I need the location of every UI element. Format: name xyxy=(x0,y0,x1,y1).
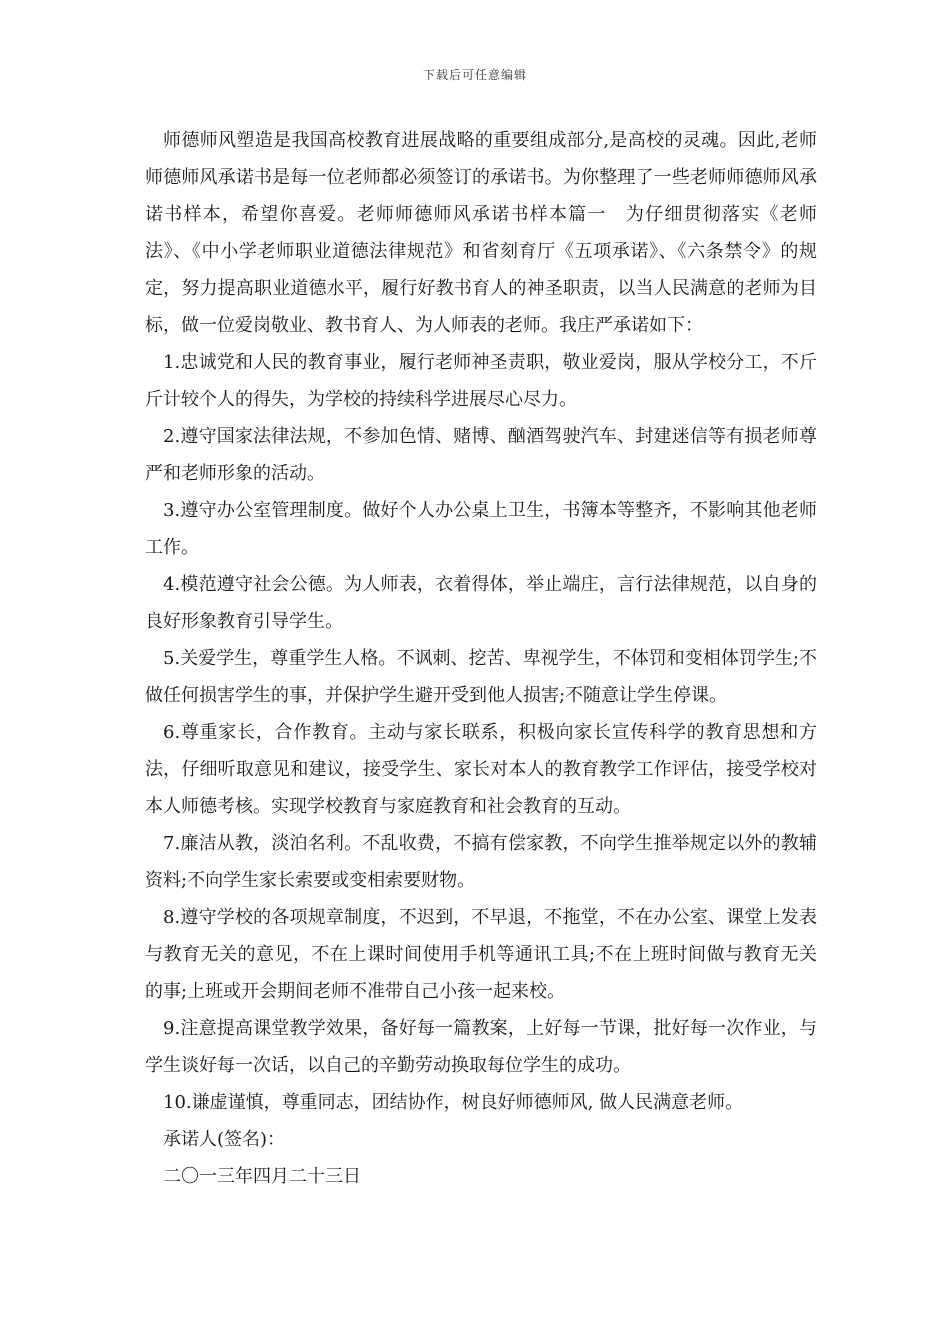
list-item: 3.遵守办公室管理制度。做好个人办公桌上卫生，书簿本等整齐，不影响其他老师工作。 xyxy=(145,500,817,558)
date-line: 二〇一三年四月二十三日 xyxy=(163,1166,361,1187)
list-item: 4.模范遵守社会公德。为人师表，衣着得体，举止端庄，言行法律规范，以自身的良好形象教育引导学生。 xyxy=(145,574,817,632)
list-item: 8.遵守学校的各项规章制度，不迟到，不早退，不拖堂，不在办公室、课堂上发表与教育无关的意见，不在上课时间使用手机等通讯工具;不在上班时间做与教育无关的事;上班或开会期间老师不准带自己小孩一起来校。 xyxy=(145,907,817,1002)
list-item: 9.注意提高课堂教学效果，备好每一篇教案，上好每一节课，批好每一次作业，与学生谈好每一次话，以自己的辛勤劳动换取每位学生的成功。 xyxy=(145,1018,817,1076)
document-body xyxy=(145,122,817,1195)
header-note: 下载后可任意编辑 xyxy=(422,68,527,82)
list-item: 6.尊重家长，合作教育。主动与家长联系，积极向家长宣传科学的教育思想和方法，仔细听取意见和建议，接受学生、家长对本人的教育教学工作评估，接受学校对本人师德考核。实现学校教育与家庭教育和社会教育的互动。 xyxy=(145,722,817,817)
list-item: 1.忠诚党和人民的教育事业，履行老师神圣责职，敬业爱岗，服从学校分工，不斤斤计较个人的得失，为学校的持续科学进展尽心尽力。 xyxy=(145,352,817,410)
list-item: 7.廉洁从教，淡泊名利。不乱收费，不搞有偿家教，不向学生推举规定以外的教辅资料;不向学生家长索要或变相索要财物。 xyxy=(145,833,817,891)
list-item: 2.遵守国家法律法规，不参加色情、赌博、酗酒驾驶汽车、封建迷信等有损老师尊严和老师形象的活动。 xyxy=(145,426,817,484)
intro-paragraph: 师德师风塑造是我国高校教育进展战略的重要组成部分,是高校的灵魂。因此,老师师德师风承诺书是每一位老师都必须签订的承诺书。为你整理了一些老师师德师风承诺书样本，希望你喜爱。老师师德师风承诺书样本篇一 为仔细贯彻落实《老师法》、《中小学老师职业道德法律规范》和省刻育厅《五项承诺》、《六条禁令》的规定，努力提高职业道德水平，履行好教书育人的神圣职责，以当人民满意的老师为目标，做一位爱岗敬业、教书育人、为人师表的老师。我庄严承诺如下： xyxy=(145,130,817,336)
list-item: 10.谦虚谨慎，尊重同志，团结协作，树良好师德师风, 做人民满意老师。 xyxy=(163,1092,744,1113)
list-item: 5.关爱学生，尊重学生人格。不讽刺、挖苦、卑视学生，不体罚和变相体罚学生;不做任何损害学生的事，并保护学生避开受到他人损害;不随意让学生停课。 xyxy=(145,648,817,706)
signature-line: 承诺人(签名)： xyxy=(163,1129,286,1150)
